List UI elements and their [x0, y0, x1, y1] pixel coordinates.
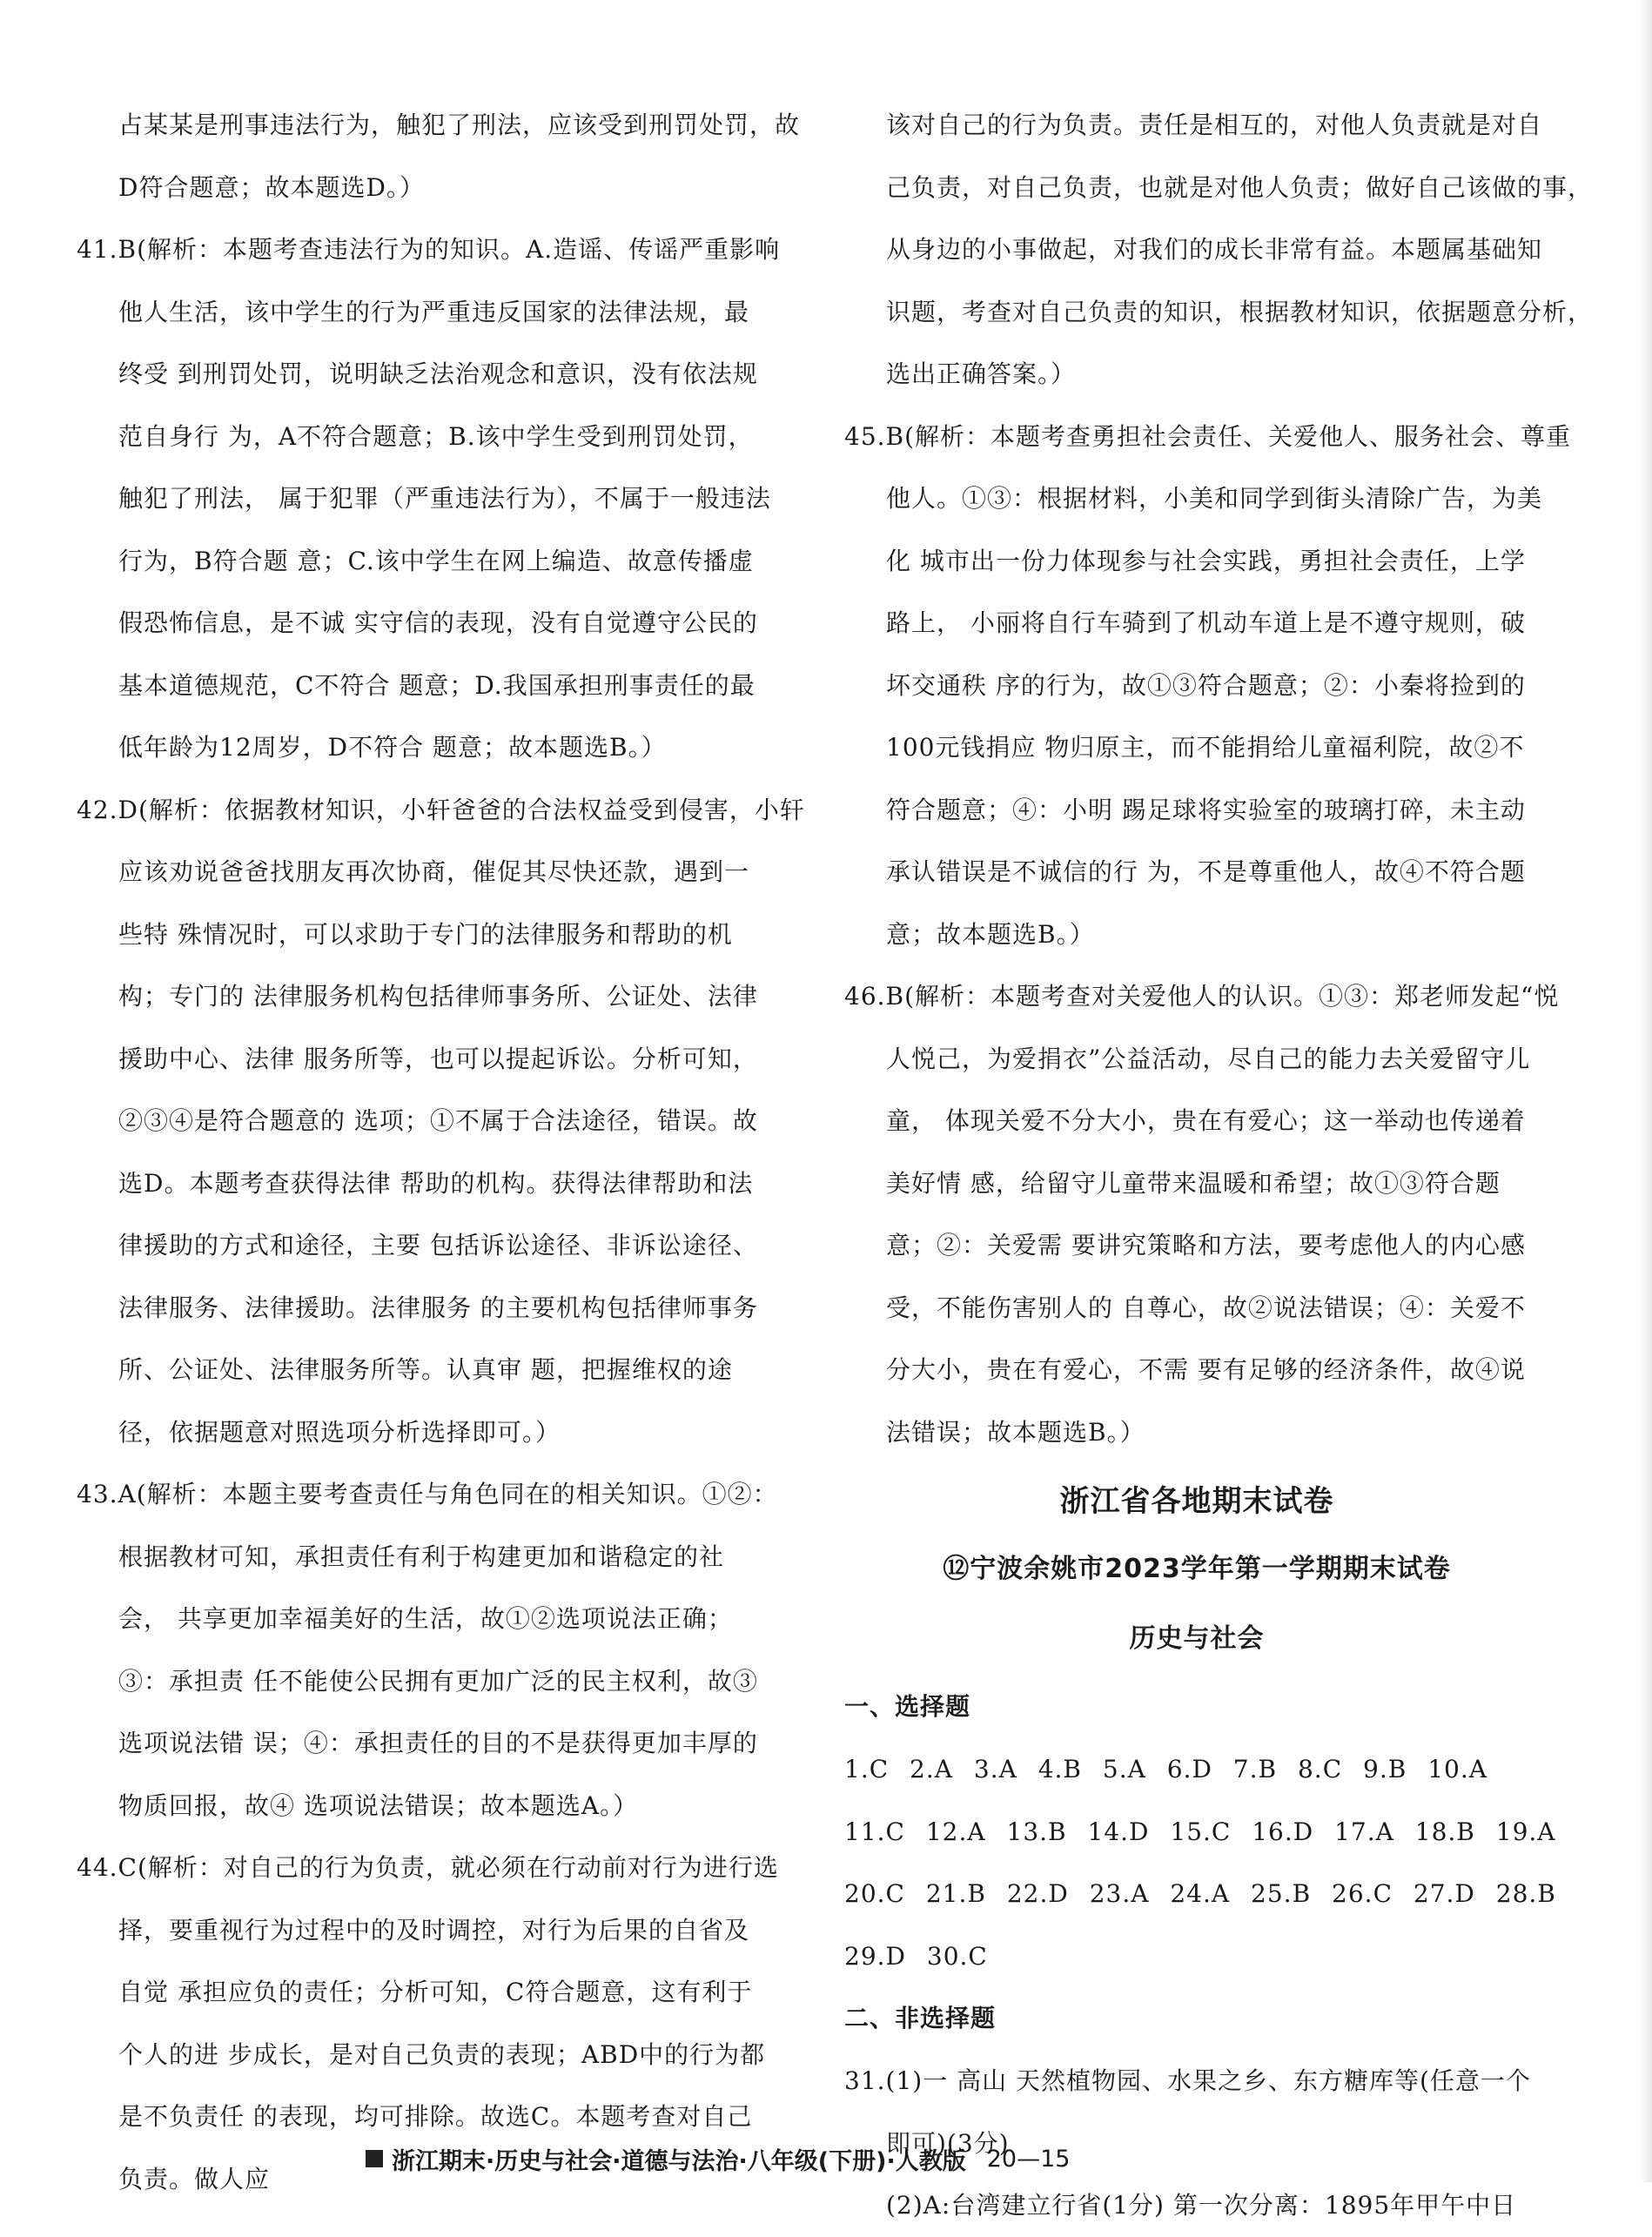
text-line: 要有足够的经济条件，故④说法错误；故本题选B。） [886, 1355, 1526, 1447]
text-line: 即可)(3分) [886, 2128, 1010, 2158]
text-line: 体现关爱不分大小，贵在有爱心；这一举动也传递着美好情 [886, 1106, 1526, 1198]
text-line: 为，A不符合题意；B.该中学生受到刑罚处罚，触犯了刑法， [118, 421, 754, 513]
text-line: 识题，考查对自己负责的知识，根据教材知识，依据题意分析， [886, 297, 1594, 326]
text-line: 殊情况时，可以求助于专门的法律服务和帮助的机构；专门的 [118, 919, 733, 1011]
text-line: 法律服务机构包括律师事务所、公证处、法律援助中心、法律 [118, 982, 758, 1073]
text-line: 自尊心，故②说法错误；④：关爱不分大小，贵在有爱心，不需 [886, 1293, 1526, 1384]
answer-q40-continued [77, 94, 801, 218]
page-number: 20—15 [986, 2145, 1071, 2173]
answer-q44-continued [844, 94, 1594, 406]
section-heading-main: 浙江省各地期末试卷 [1059, 1484, 1334, 1519]
page-edge [1640, 0, 1652, 2182]
text-line: D符合题意；故本题选D。） [118, 172, 425, 202]
text-line: 感，给留守儿童带来温暖和希望；故①③符合题意；②：关爱需 [886, 1168, 1501, 1260]
text-line: 为，不是尊重他人，故④不符合题意；故本题选B。） [886, 857, 1526, 949]
text-line: 该对自己的行为负责。责任是相互的，对他人负责就是对自 [886, 111, 1543, 139]
footer-book-title: 浙江期末·历史与社会·道德与法治·八年级(下册)·人教版 [392, 2147, 966, 2175]
answer-first-line: 44.C(解析：对自己的行为负责，就必须在行动前对行为进行选 [77, 1853, 779, 1882]
text-line: (2)A:台湾建立行省(1分) 第一次分离：1895年甲午中日 [886, 2191, 1517, 2220]
answer-key-row: 20.C 21.B 22.D 23.A 24.A 25.B 26.C 27.D 28.B [844, 1879, 1556, 1908]
text-line: 的表现，均可排除。故选C。本题考查对自己负责。做人应 [118, 2102, 753, 2193]
text-line: 包括诉讼途径、非诉讼途径、法律服务、法律援助。法律服务 [118, 1231, 758, 1322]
text-line: 实守信的表现，没有自觉遵守公民的基本道德规范，C不符合 [118, 608, 758, 700]
answer-first-line: 45.B(解析：本题考查勇担社会责任、关爱他人、服务社会、尊重 [844, 421, 1572, 451]
text-line: 任不能使公民拥有更加广泛的民主权利，故③选项说法错 [118, 1666, 758, 1757]
text-line: 占某某是刑事违法行为，触犯了刑法，应该受到刑罚处罚，故 [118, 111, 801, 139]
text-line: 题意；D.我国承担刑事责任的最低年龄为12周岁，D不符合 [118, 670, 755, 762]
text-line: 选项说法错误；故本题选A。） [303, 1790, 639, 1820]
answer-first-line: 31.(1)一 高山 天然植物园、水果之乡、东方糖库等(任意一个 [844, 2066, 1531, 2095]
answer-key-row: 1.C 2.A 3.A 4.B 5.A 6.D 7.B 8.C 9.B 10.A [844, 1755, 1487, 1784]
text-line: 择，要重视行为过程中的及时调控，对行为后果的自省及自觉 [118, 1915, 750, 2006]
section-title-choice: 一、选择题 [844, 1692, 971, 1721]
text-line: 到刑罚处罚，说明缺乏法治观念和意识，没有依法规范自身行 [118, 359, 758, 451]
text-line: 意；C.该中学生在网上编造、故意传播虚假恐怖信息，是不诚 [118, 546, 754, 637]
text-line: 根据教材可知，承担责任有利于构建更加和谐稳定的社会， [118, 1542, 725, 1633]
text-line: 帮助的机构。获得法律帮助和法律援助的方式和途径，主要 [118, 1168, 754, 1260]
answer-q42 [77, 779, 805, 1464]
answer-q46 [844, 965, 1560, 1463]
answer-key-row: 29.D 30.C [844, 1941, 988, 1971]
text-line: 题，把握维权的途径，依据题意对照选项分析选择即可。） [118, 1355, 733, 1447]
page-footer [366, 2141, 1288, 2176]
answer-key-row: 11.C 12.A 13.B 14.D 15.C 16.D 17.A 18.B 19.A [844, 1817, 1556, 1846]
text-line: 他人。①③：根据材料，小美和同学到街头清除广告，为美化 [886, 484, 1543, 575]
text-line: 共享更加幸福美好的生活，故①②选项说法正确；③：承担责 [118, 1604, 733, 1696]
answer-first-line: 43.A(解析：本题主要考查责任与角色同在的相关知识。①②： [77, 1480, 778, 1508]
text-line: 误；④：承担责任的目的不是获得更加丰厚的物质回报，故④ [118, 1729, 758, 1820]
text-line: 人悦己，为爱捐衣”公益活动，尽自己的能力去关爱留守儿童， [886, 1044, 1531, 1135]
text-line: 的主要机构包括律师事务所、公证处、法律服务所等。认真审 [118, 1293, 758, 1384]
text-line: 服务所等，也可以提起诉讼。分析可知，②③④是符合题意的 [118, 1044, 758, 1135]
text-line: 应该劝说爸爸找朋友再次协商，催促其尽快还款，遇到一些特 [118, 857, 750, 949]
subject-title: 历史与社会 [1129, 1623, 1265, 1654]
text-line: 选出正确答案。） [886, 359, 1077, 388]
footer-square-icon [366, 2150, 383, 2167]
left-column [77, 94, 805, 2210]
right-column [844, 94, 1594, 2237]
text-line: 小丽将自行车骑到了机动车道上是不遵守规则，破坏交通秩 [886, 608, 1526, 700]
text-line: 城市出一份力体现参与社会实践，勇担社会责任，上学路上， [886, 546, 1526, 637]
answer-q43 [77, 1463, 778, 1837]
text-line: 己负责，对自己负责，也就是对他人负责；做好自己该做的事， [886, 172, 1594, 202]
text-line: 序的行为，故①③符合题意；②：小秦将捡到的100元钱捐应 [886, 670, 1526, 762]
text-line: 属于犯罪（严重违法行为），不属于一般违法行为，B符合题 [118, 484, 771, 575]
text-line: 步成长，是对自己负责的表现；ABD中的行为都是不负责任 [118, 2039, 766, 2131]
answer-q45 [844, 406, 1572, 966]
answer-q41 [77, 218, 781, 779]
text-line: 他人生活，该中学生的行为严重违反国家的法律法规，最终受 [118, 297, 750, 388]
text-line: 承担应负的责任；分析可知，C符合题意，这有利于个人的进 [118, 1978, 753, 2069]
section-title-nonchoice: 二、非选择题 [844, 2004, 997, 2032]
text-line: 踢足球将实验室的玻璃打碎，未主动承认错误是不诚信的行 [886, 795, 1526, 886]
text-line: 题意；故本题选B。） [433, 733, 667, 762]
exam-title: ⑫宁波余姚市2023学年第一学期期末试卷 [943, 1554, 1451, 1584]
text-line: 要讲究策略和方法，要考虑他人的内心感受，不能伤害别人的 [886, 1231, 1526, 1322]
text-line: 从身边的小事做起，对我们的成长非常有益。本题属基础知 [886, 235, 1543, 264]
answer-first-line: 41.B(解析：本题考查违法行为的知识。A.造谣、传谣严重影响 [77, 235, 781, 264]
text-line: 物归原主，而不能捐给儿童福利院，故②不符合题意；④：小明 [886, 733, 1525, 824]
answer-first-line: 46.B(解析：本题考查对关爱他人的认识。①③：郑老师发起“悦 [844, 982, 1560, 1011]
text-line: 选项；①不属于合法途径，错误。故选D。本题考查获得法律 [118, 1106, 758, 1198]
answer-first-line: 42.D(解析：依据教材知识，小轩爸爸的合法权益受到侵害，小轩 [77, 795, 805, 824]
